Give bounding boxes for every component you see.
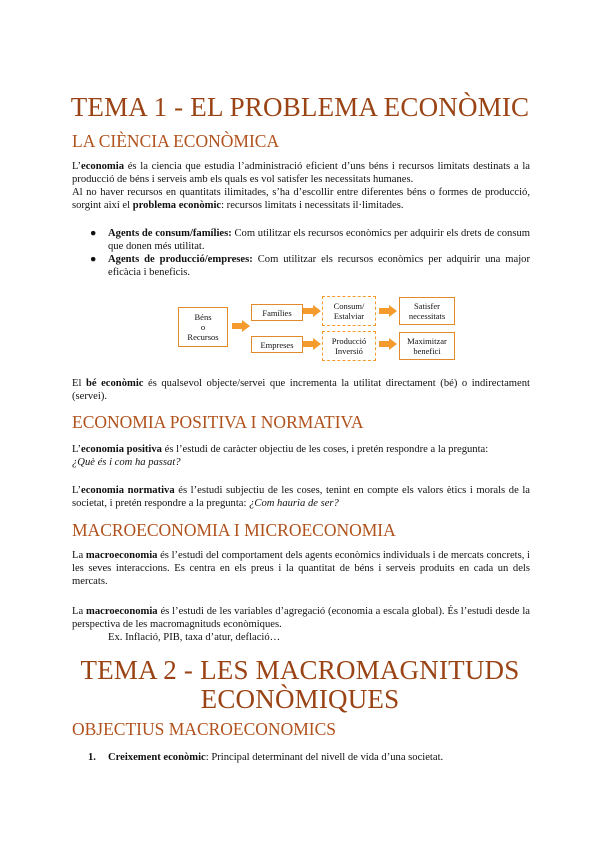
heading-economia-positiva-normativa: ECONOMIA POSITIVA I NORMATIVA [72,412,364,432]
list-number: 1. [88,752,96,763]
diagram-box-produccio-inversio [322,331,376,361]
heading-objectius-macroeconomics: OBJECTIUS MACROECONOMICS [72,719,336,739]
diagram-box-maximitzar-benefici [399,332,455,360]
text-fragment: és qualsevol objecte/servei que incrementa la utilitat directament (bé) o indirectament (servei). [72,378,530,402]
paragraph-economia-definition [72,160,530,186]
text-fragment: és l’estudi subjectiu de les coses, tenint en compte els valors ètics i morals de la societat, i pretén respondre a la pregunta: [72,485,530,509]
box-label: Inversió [335,346,363,356]
item-text: : Principal determinant del nivell de vida d’una societat. [205,752,444,763]
text-fragment: El [72,378,86,389]
box-label: Famílies [262,307,292,318]
box-label: Consum/ [333,301,365,311]
diagram-box-satisfer-necessitats [399,297,455,325]
term-be-economic: bé econòmic [85,378,144,389]
arrow-right-icon [303,338,321,350]
text-fragment: : recursos limitats i necessitats il·limitades. [221,200,404,211]
text-fragment: és l’estudi de les variables d’agregació (economia a escala global). És l’estudi desde la perspectiva de les macromagnituds econòmiques. [72,606,530,630]
box-label: Estalviar [333,311,365,321]
box-label: Empreses [260,339,294,350]
examples-line: Ex. Inflació, PIB, taxa d’atur, deflació… [108,632,281,643]
paragraph-macroeconomia [72,605,530,631]
arrow-right-icon [379,305,397,317]
arrow-right-icon [303,305,321,317]
tema2-title-line2: ECONÒMIQUES [200,684,400,714]
text-fragment: és l’estudi del comportament dels agents econòmics individuals i de mercats concrets, i les seves interaccions. Es centra en els preus i la quantitat de béns i serveis produits en cada un dels mercats. [72,550,530,587]
term-macroeconomia: macroeconomia [85,550,158,561]
heading-macro-microeconomia: MACROECONOMIA I MICROECONOMIA [72,520,396,540]
diagram-box-bens-recursos [178,307,228,347]
heading-ciencia-economica: LA CIÈNCIA ECONÒMICA [72,131,280,151]
bullet-text: Com utilitzar els recursos econòmics per adquirir els drets de consum que donen més utilitat. [108,228,530,252]
paragraph-economia-positiva [72,443,530,469]
list-item [72,227,530,253]
box-label: necessitats [408,311,446,321]
tema1-title: TEMA 1 - EL PROBLEMA ECONÒMIC [70,92,530,122]
bullet-icon: ● [90,228,97,239]
bullet-text: Com utilitzar els recursos econòmics per adquirir una major eficàcia i beneficis. [108,254,530,278]
list-item [72,253,530,279]
box-label: Maximitzar [407,336,447,346]
list-item [72,751,530,764]
paragraph-be-economic [72,377,530,403]
term-economia-positiva: economia positiva [81,444,162,455]
text-fragment: La [72,550,86,561]
text-fragment: L’ [72,161,82,172]
term-macroeconomia: macroeconomia [86,606,158,617]
text-fragment: L’ [72,444,82,455]
diagram-box-families [251,304,303,321]
term-economia: economia [81,161,124,172]
box-label: Béns [194,312,212,322]
question-positiva: ¿Què és i com ha passat? [72,457,181,468]
tema2-title-line1: TEMA 2 - LES MACROMAGNITUDS [80,655,520,685]
agents-bullet-list [72,227,530,279]
text-fragment: La [72,606,87,617]
item-term: Creixement econòmic [108,752,206,763]
bullet-term: Agents de consum/famílies: [108,228,232,239]
text-fragment: L’ [72,485,82,496]
paragraph-microeconomia [72,549,530,588]
paragraph-problema-economic [72,186,530,212]
arrow-right-icon [232,320,250,332]
diagram-box-empreses [251,336,303,353]
question-normativa: ¿Com hauria de ser? [249,498,339,509]
text-fragment: és l’estudi de caràcter objectiu de les coses, i pretén respondre a la pregunta: [161,444,489,455]
text-fragment: Al no haver recursos en quantitats ilimitades, s’ha d’escollir entre diferentes béns o formes de producció, sorgint així el [72,187,530,211]
bullet-icon: ● [90,254,97,265]
paragraph-economia-normativa [72,484,530,510]
box-label: o [200,322,206,332]
text-fragment: és la ciencia que estudia l’administració eficient d’uns béns i recursos limitats destinats a la producció de béns i serveis amb els quals es vol satisfer les necessitats humanes. [72,161,530,185]
objectius-numbered-list [72,751,530,764]
box-label: Satisfer [414,301,440,311]
box-label: Producció [331,336,367,346]
bullet-term: Agents de producció/empreses: [108,254,253,265]
box-label: Recursos [187,332,219,342]
term-economia-normativa: economia normativa [81,485,175,496]
term-problema-economic: problema econòmic [132,200,222,211]
box-label: benefici [413,346,441,356]
arrow-right-icon [379,338,397,350]
diagram-box-consum-estalviar [322,296,376,326]
